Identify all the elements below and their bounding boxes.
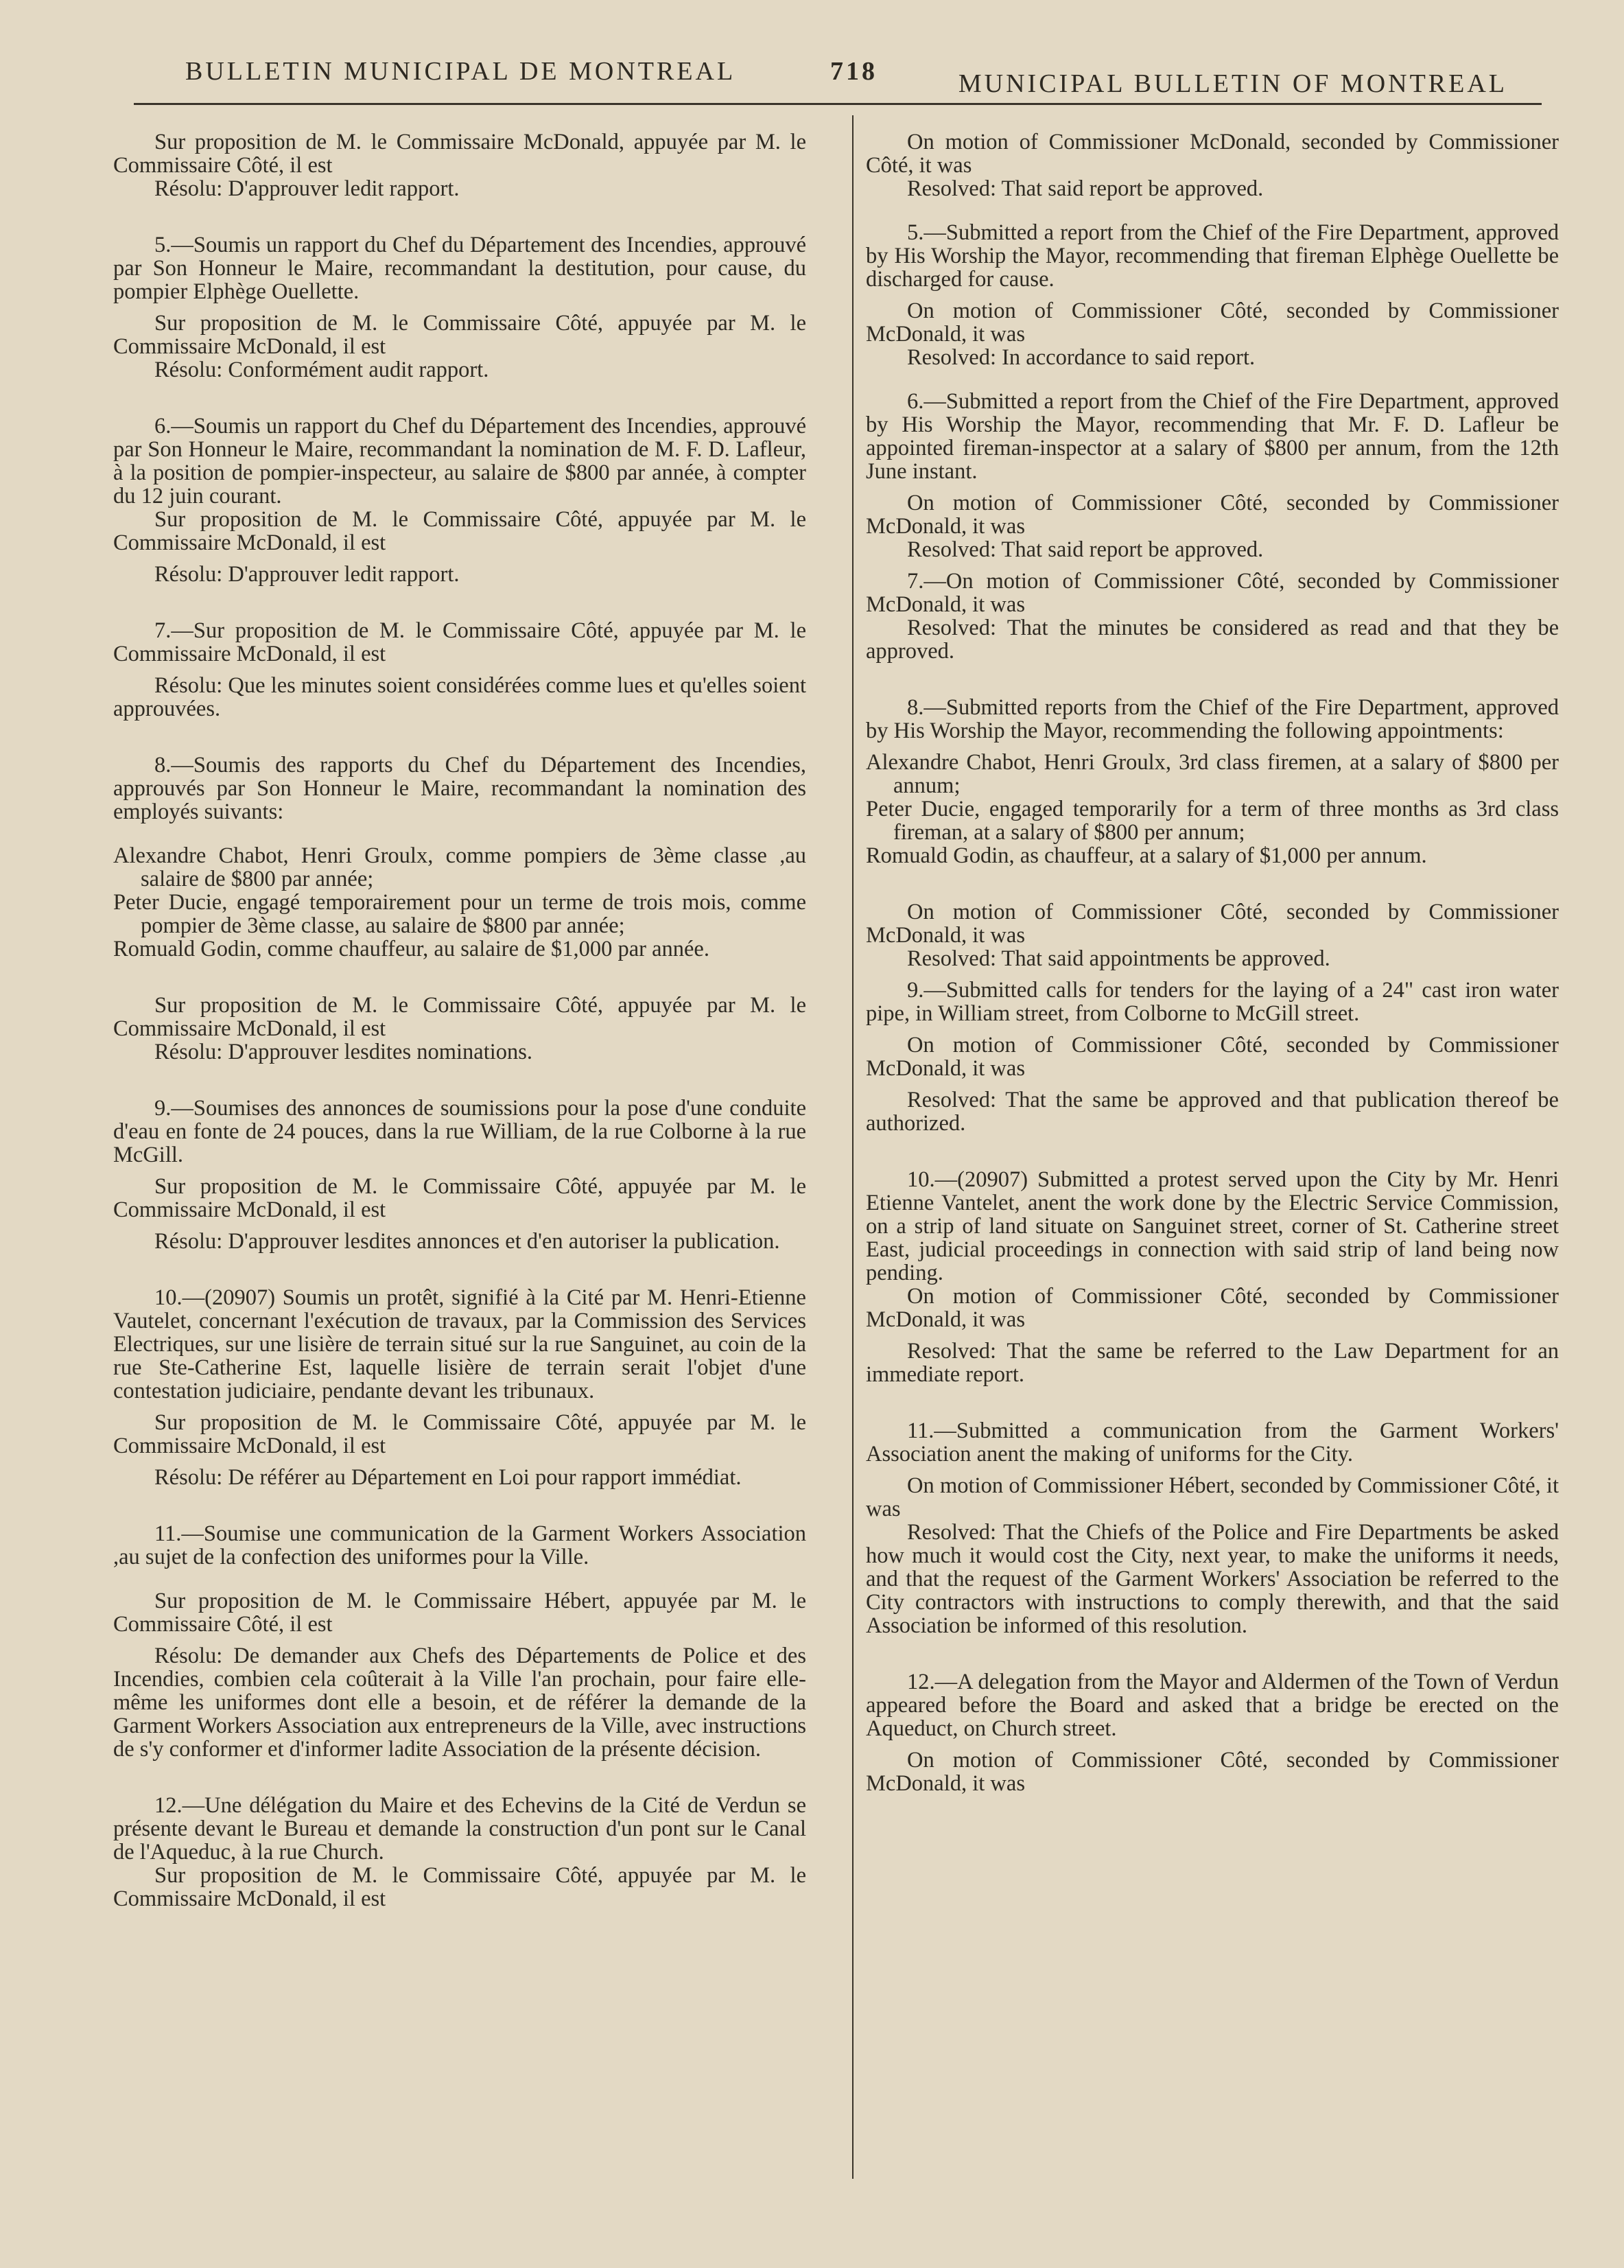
paragraph: Resolved: That the same be approved and that publication thereof be authorized. — [866, 1088, 1559, 1136]
spacer — [113, 721, 806, 753]
spacer — [113, 1761, 806, 1794]
page-number: 718 — [830, 57, 878, 86]
spacer — [113, 1064, 806, 1097]
spacer — [866, 1386, 1559, 1419]
paragraph: Résolu: Conformément audit rapport. — [154, 358, 489, 382]
paragraph: 7.—On motion of Commissioner Côté, seconded by Commissioner McDonald, it was — [866, 569, 1559, 617]
spacer — [866, 200, 1559, 221]
paragraph: Sur proposition de M. le Commissaire Côté, appuyée par M. le Commissaire McDonald, il est — [113, 1410, 806, 1458]
spacer — [113, 1489, 806, 1522]
paragraph: Résolu: D'approuver lesdites annonces et d'en autoriser la publication. — [154, 1229, 780, 1254]
list-item: Romuald Godin, comme chauffeur, au salaire de $1,000 par année. — [113, 937, 709, 961]
french-column — [113, 130, 806, 1910]
paragraph: 9.—Submitted calls for tenders for the laying of a 24" cast iron water pipe, in William street, from Colborne to McGill street. — [866, 978, 1559, 1026]
header-title-english: MUNICIPAL BULLETIN OF MONTREAL — [958, 69, 1507, 98]
paragraph: On motion of Commissioner Hébert, seconded by Commissioner Côté, it was — [866, 1473, 1559, 1521]
english-column — [866, 130, 1559, 1795]
paragraph: Resolved: That said report be approved. — [907, 537, 1264, 562]
list-item: Alexandre Chabot, Henri Groulx, comme pompiers de 3ème classe ,au salaire de $800 par année; — [113, 843, 806, 891]
paragraph: 6.—Submitted a report from the Chief of the Fire Department, approved by His Worship the Mayor, recommending that Mr. F. D. Lafleur be appointed fireman-inspector at a salary of $800 per annum, from the 12th June instant. — [866, 389, 1559, 484]
paragraph: 11.—Soumise une communication de la Garment Workers Association ,au sujet de la confection des uniformes pour la Ville. — [113, 1521, 806, 1569]
spacer — [113, 823, 806, 844]
paragraph: On motion of Commissioner Côté, seconded by Commissioner McDonald, it was — [866, 1284, 1559, 1332]
paragraph: Resolved: That the same be referred to the Law Department for an immediate report. — [866, 1339, 1559, 1387]
list-item: Alexandre Chabot, Henri Groulx, 3rd class firemen, at a salary of $800 per annum; — [866, 750, 1559, 798]
paragraph: Résolu: D'approuver ledit rapport. — [154, 176, 460, 201]
paragraph: 10.—(20907) Submitted a protest served upon the City by Mr. Henri Etienne Vantelet, anent the work done by the Electric Service Commission, on a strip of land situate on Sanguinet street, corner of St. Catherine street East, judicial proceedings in connection with said strip of land being now pending. — [866, 1167, 1559, 1285]
paragraph: Résolu: Que les minutes soient considérées comme lues et qu'elles soient approuvées. — [113, 673, 806, 721]
paragraph: 5.—Soumis un rapport du Chef du Département des Incendies, approuvé par Son Honneur le Maire, recommandant la destitution, pour cause, du pompier Elphège Ouellette. — [113, 233, 806, 304]
paragraph: On motion of Commissioner Côté, seconded by Commissioner McDonald, it was — [866, 1033, 1559, 1081]
spacer — [113, 1569, 806, 1589]
column-divider — [852, 115, 854, 2179]
paragraph: On motion of Commissioner Côté, seconded by Commissioner McDonald, it was — [866, 1748, 1559, 1796]
list-item: Romuald Godin, as chauffeur, at a salary of $1,000 per annum. — [866, 843, 1427, 868]
spacer — [866, 1637, 1559, 1670]
paragraph: On motion of Commissioner Côté, seconded by Commissioner McDonald, it was — [866, 491, 1559, 539]
paragraph: On motion of Commissioner McDonald, seconded by Commissioner Côté, it was — [866, 130, 1559, 178]
paragraph: Sur proposition de M. le Commissaire Côté, appuyée par M. le Commissaire McDonald, il est — [113, 993, 806, 1041]
paragraph: Resolved: That said report be approved. — [907, 176, 1264, 201]
paragraph: Sur proposition de M. le Commissaire Côté, appuyée par M. le Commissaire McDonald, il est — [113, 1863, 806, 1911]
paragraph: On motion of Commissioner Côté, seconded by Commissioner McDonald, it was — [866, 900, 1559, 948]
spacer — [113, 200, 806, 233]
paragraph: On motion of Commissioner Côté, seconded by Commissioner McDonald, it was — [866, 299, 1559, 347]
paragraph: Résolu: De référer au Département en Loi pour rapport immédiat. — [154, 1465, 742, 1490]
paragraph: Résolu: D'approuver lesdites nominations. — [154, 1040, 533, 1064]
paragraph: Resolved: That the Chiefs of the Police and Fire Departments be asked how much it would cost the City, next year, to make the uniforms it needs, and that the request of the Garment Workers' Association be referred to the City contractors with instructions to comply therewith, and that the said Association be informed of this resolution. — [866, 1520, 1559, 1638]
page-header — [130, 48, 1535, 103]
paragraph: 11.—Submitted a communication from the Garment Workers' Association anent the making of uniforms for the City. — [866, 1418, 1559, 1466]
paragraph: 8.—Soumis des rapports du Chef du Département des Incendies, approuvés par Son Honneur le Maire, recommandant la nomination des employés suivants: — [113, 753, 806, 824]
paragraph: Sur proposition de M. le Commissaire Côté, appuyée par M. le Commissaire McDonald, il est — [113, 1174, 806, 1222]
header-rule — [134, 103, 1542, 105]
header-title-french: BULLETIN MUNICIPAL DE MONTREAL — [185, 57, 736, 86]
spacer — [113, 961, 806, 994]
paragraph: 8.—Submitted reports from the Chief of the Fire Department, approved by His Worship the Mayor, recommending the following appointments: — [866, 695, 1559, 743]
spacer — [113, 1253, 806, 1286]
paragraph: Sur proposition de M. le Commissaire Côté, appuyée par M. le Commissaire McDonald, il est — [113, 507, 806, 555]
paragraph: Resolved: That the minutes be considered as read and that they be approved. — [866, 616, 1559, 664]
list-item: Peter Ducie, engaged temporarily for a term of three months as 3rd class fireman, at a salary of $800 per annum; — [866, 797, 1559, 845]
paragraph: 7.—Sur proposition de M. le Commissaire Côté, appuyée par M. le Commissaire McDonald, il est — [113, 618, 806, 666]
spacer — [866, 867, 1559, 900]
paragraph: 5.—Submitted a report from the Chief of the Fire Department, approved by His Worship the Mayor, recommending that fireman Elphège Ouellette be discharged for cause. — [866, 220, 1559, 292]
list-item: Peter Ducie, engagé temporairement pour un terme de trois mois, comme pompier de 3ème classe, au salaire de $800 par année; — [113, 890, 806, 938]
spacer — [866, 1135, 1559, 1168]
paragraph: Resolved: In accordance to said report. — [907, 345, 1256, 370]
spacer — [113, 586, 806, 619]
paragraph: Sur proposition de M. le Commissaire Hébert, appuyée par M. le Commissaire Côté, il est — [113, 1589, 806, 1637]
paragraph: Sur proposition de M. le Commissaire Côté, appuyée par M. le Commissaire McDonald, il est — [113, 311, 806, 359]
paragraph: 10.—(20907) Soumis un protêt, signifié à la Cité par M. Henri-Etienne Vautelet, concernant l'exécution de travaux, par la Commission des Services Electriques, sur une lisière de terrain situé sur la rue Sanguinet, au coin de la rue Ste-Catherine Est, laquelle lisière de terrain serait l'objet d'une contestation judiciaire, pendante devant les tribunaux. — [113, 1285, 806, 1403]
paragraph: Resolved: That said appointments be approved. — [907, 946, 1330, 971]
paragraph: Résolu: De demander aux Chefs des Départements de Police et des Incendies, combien cela coûterait à la Ville l'an prochain, pour faire elle-même les uniformes dont elle a besoin, et de référer la demande de la Garment Workers Association aux entrepreneurs de la Ville, avec instructions de s'y conformer et d'informer ladite Association de la présente décision. — [113, 1644, 806, 1762]
paragraph: 9.—Soumises des annonces de soumissions pour la pose d'une conduite d'eau en fonte de 24 pouces, dans la rue William, de la rue Colborne à la rue McGill. — [113, 1096, 806, 1167]
paragraph: Sur proposition de M. le Commissaire McDonald, appuyée par M. le Commissaire Côté, il est — [113, 130, 806, 178]
spacer — [113, 382, 806, 414]
paragraph: 12.—Une délégation du Maire et des Echevins de la Cité de Verdun se présente devant le Bureau et demande la construction d'un pont sur le Canal de l'Aqueduc, à la rue Church. — [113, 1793, 806, 1864]
spacer — [866, 663, 1559, 696]
paragraph: 6.—Soumis un rapport du Chef du Département des Incendies, approuvé par Son Honneur le Maire, recommandant la nomination de M. F. D. Lafleur, à la position de pompier-inspecteur, au salaire de $800 par année, à compter du 12 juin courant. — [113, 414, 806, 508]
paragraph: Résolu: D'approuver ledit rapport. — [154, 562, 460, 587]
spacer — [866, 369, 1559, 390]
paragraph: 12.—A delegation from the Mayor and Aldermen of the Town of Verdun appeared before the Board and asked that a bridge be erected on the Aqueduct, on Church street. — [866, 1670, 1559, 1741]
